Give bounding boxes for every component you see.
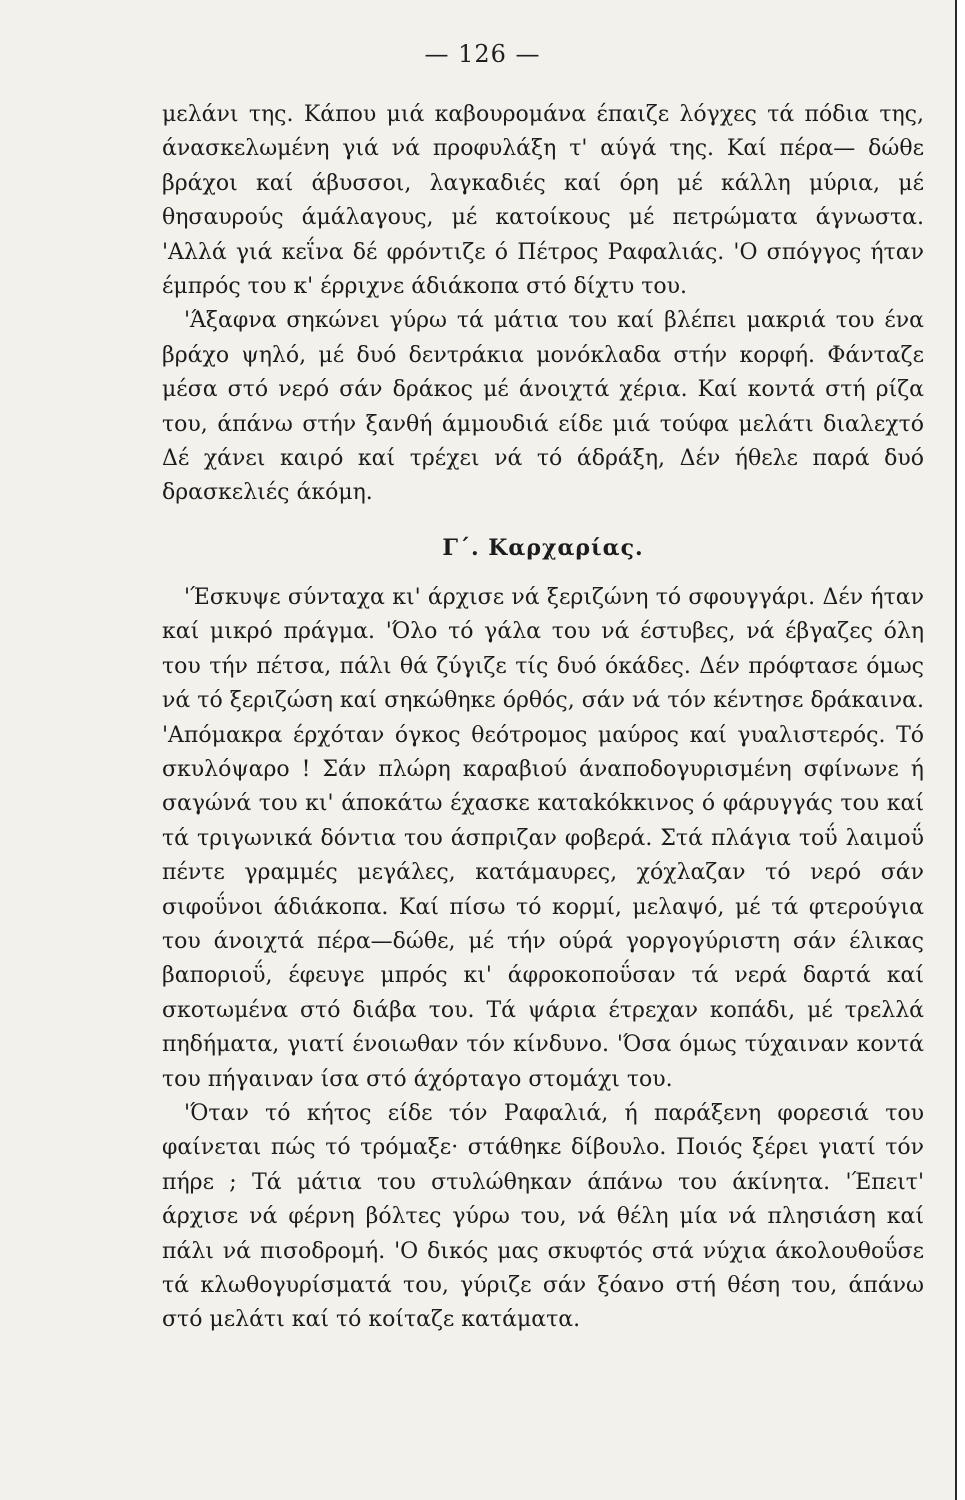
paragraph-4: 'Όταν τό κήτος είδε τόν Ραφαλιά, ή παράξενη φορεσιά του φαίνεται πώς τό τρόμαξε· στάθηκε δίβουλο. Ποιός ξέρει γιατί τόν πήρε ; Τά μάτια του στυλώθηκαν άπάνω του άκίνητα. 'Έπειτ' άρχισε νά φέρνη βόλτες γύρω του, νά θέλη μία νά πλησιάση καί πάλι νά πισοδρομή. 'Ο δικός μας σκυφτός στά νύχια άκολουθοΰσε τά κλωθογυρίσματά του, γύριζε σάν ξόανο στή θέση του, άπάνω στό μελάτι καί τό κοίταζε κατάματα. xyxy=(162,1100,924,1333)
page-number: — 126 — xyxy=(424,40,541,68)
section-heading: Γ΄. Καρχαρίας. xyxy=(442,534,644,561)
paragraph-3: 'Έσκυψε σύνταχα κι' άρχισε νά ξεριζώνη τό σφουγγάρι. Δέν ήταν καί μικρό πράγμα. 'Όλο τό γάλα του νά έστυβες, νά έβγαζες όλη του τήν πέτσα, πάλι θά ζύγιζε τίς δυό όκάδες. Δέν πρόφτασε όμως νά τό ξεριζώση καί σηκώθηκε όρθός, σάν νά τόν κέντησε δράκαινα. 'Απόμακρα έρχόταν όγκος θεότρομος μαύρος καί γυαλιστερός. Τό σκυλόψαρο ! Σάν πλώρη καραβιού άναποδογυρισμένη σφίνωνε ή σαγώνά του κι' άποκάτω έχασκε καταkόkκινος ό φάρυγγάς του καί τά τριγωνικά δόντια του άσπριζαν φοβερά. Στά πλάγια τοΰ λαιμοΰ πέντε γραμμές μεγάλες, κατάμαυρες, χόχλαζαν τό νερό σάν σιφοΰνοι άδιάκοπα. Καί πίσω τό κορμί, μελαψό, μέ τά φτερούγια του άνοιχτά πέρα—δώθε, μέ τήν ούρά γοργογύριστη σάν έλικας βαποριοΰ, έφευγε μπρός κι' άφροκοποΰσαν τά νερά δαρτά καί σκοτωμένα στό διάβα του. Τά ψάρια έτρεχαν κοπάδι, μέ τρελλά πηδήματα, γιατί ένοιωθαν τόν κίνδυνο. 'Όσα όμως τύχαιναν κοντά του πήγαιναν ίσα στό άχόρταγο στομάχι του. xyxy=(162,584,924,1092)
paragraph-2: 'Άξαφνα σηκώνει γύρω τά μάτια του καί βλέπει μακριά του ένα βράχο ψηλό, μέ δυό δεντράκια μονόκλαδα στήν κορφή. Φάνταζε μέσα στό νερό σάν δράκος μέ άνοιχτά χέρια. Καί κοντά στή ρίζα του, άπάνω στήν ξανθή άμμουδιά είδε μιά τούφα μελάτι διαλεχτό Δέ χάνει καιρό καί τρέχει νά τό άδράξη, Δέν ήθελε παρά δυό δρασκελιές άκόμη. xyxy=(162,308,924,506)
page-edge-divider xyxy=(955,0,965,1500)
paragraph-1: μελάνι της. Κάπου μιά καβουρομάνα έπαιζε λόγχες τά πόδια της, άνασκελωμένη γιά νά προφυλάξη τ' αύγά της. Καί πέρα— δώθε βράχοι καί άβυσσοι, λαγκαδιές καί όρη μέ κάλλη μύρια, μέ θησαυρούς άμάλαγους, μέ κατοίκους μέ πετρώματα άγνωστα. 'Αλλά γιά κεΐνα δέ φρόντιζε ό Πέτρος Ραφαλιάς. 'Ο σπόγγος ήταν έμπρός του κ' έρριχνε άδιάκοπα στό δίχτυ του. xyxy=(162,102,924,300)
page-body-text xyxy=(162,98,924,1338)
